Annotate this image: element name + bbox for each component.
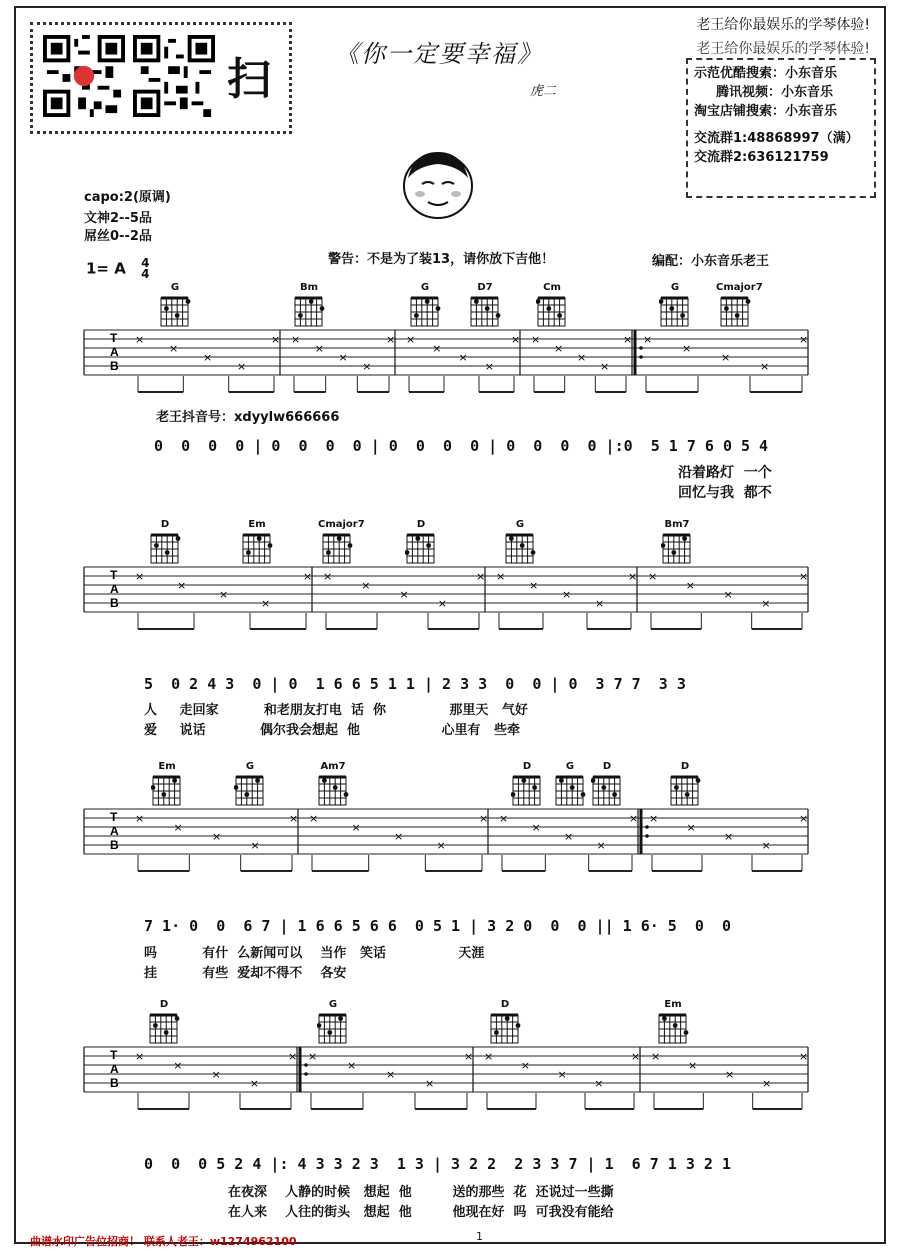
chord-diagram-am7 [314,761,352,807]
svg-text:B: B [110,359,119,373]
tab-staff-row-1 [84,330,808,392]
svg-text:×: × [386,1068,396,1081]
svg-text:×: × [314,342,324,355]
chord-grid-icon [148,1011,180,1045]
svg-text:×: × [496,570,506,583]
svg-text:×: × [631,1050,641,1063]
svg-text:×: × [564,830,574,843]
svg-text:×: × [799,333,809,346]
svg-text:×: × [761,839,771,852]
svg-text:×: × [725,1068,735,1081]
info-group-1: 交流群1:48868997（满） [694,131,859,146]
notation-row-3: 7 1· 0 0 6 7 | 1 6 6 5 6 6 0 5 1 | 3 2 0 0 0 || 1 6· 5 0 0 [144,917,731,935]
douyin-account: 老王抖音号：xdyylw666666 [156,410,340,425]
svg-text:×: × [499,812,509,825]
chord-name: G [245,761,255,772]
chord-diagram-d [146,519,184,565]
svg-text:×: × [394,830,404,843]
svg-text:×: × [406,333,416,346]
svg-text:×: × [173,1059,183,1072]
info-tencent: 腾讯视频：小东音乐 [716,85,834,100]
svg-text:×: × [479,812,489,825]
watermark-ad: 曲谱水印广告位招商！ 联系人老王：w1274962100 [30,1235,297,1248]
tab-staff-row-2 [84,567,808,629]
svg-text:×: × [361,579,371,592]
svg-text:×: × [347,1059,357,1072]
svg-text:×: × [596,839,606,852]
svg-text:×: × [651,1050,661,1063]
chord-grid-icon [241,531,273,565]
svg-text:×: × [686,821,696,834]
warning-text: 警告：不是为了装13，请你放下吉他！ [328,252,555,267]
chord-diagram-g [406,282,444,328]
chord-grid-icon [657,1011,689,1045]
info-youku: 示范优酷搜索：小东音乐 [694,66,838,81]
svg-text:T: T [110,1048,118,1062]
svg-text:×: × [212,830,222,843]
svg-text:×: × [425,1077,435,1090]
chord-name: D [680,761,690,772]
svg-text:×: × [685,579,695,592]
chord-diagram-em [148,761,186,807]
chord-name: G [328,999,338,1010]
svg-text:×: × [432,342,442,355]
chord-name: G [170,282,180,293]
chord-diagram-cm [533,282,571,328]
svg-text:×: × [557,1068,567,1081]
svg-text:×: × [682,342,692,355]
svg-text:A: A [110,1062,119,1076]
svg-text:×: × [135,333,145,346]
svg-text:×: × [250,839,260,852]
svg-text:×: × [173,821,183,834]
svg-text:×: × [531,333,541,346]
goddess-note: 文神2--5品 [84,211,152,226]
svg-text:×: × [520,1059,530,1072]
time-top: 4 [141,256,150,270]
svg-text:×: × [249,1077,259,1090]
svg-text:×: × [169,342,179,355]
chord-grid-icon [159,294,191,328]
svg-text:×: × [799,812,809,825]
svg-text:×: × [219,588,229,601]
notation-row-2: 5 0 2 4 3 0 | 0 1 6 6 5 1 1 | 2 3 3 0 0 | 0 3 7 7 3 3 [144,675,686,693]
chord-name: Am7 [320,761,346,772]
svg-text:×: × [628,570,638,583]
lyric-row-4-line-1: 在夜深 人静的时候 想起 他 送的那些 花 还说过一些撕 [228,1185,614,1200]
lyric-row-1-line-2: 回忆与我 都不 [678,485,772,501]
svg-text:×: × [135,570,145,583]
chord-name: Em [158,761,176,772]
chord-diagram-g [551,761,589,807]
lyric-row-2-line-2: 爱 说话 偶尔我会想起 他 心里有 些牵 [144,723,521,738]
chord-grid-icon [409,294,441,328]
chord-name: D [416,519,426,530]
promo-line-2: 老王给你最娱乐的学琴体验! [696,41,870,57]
tab-staff-row-3 [84,809,808,871]
svg-text:×: × [271,333,281,346]
svg-text:×: × [386,333,396,346]
chord-diagram-bm [290,282,328,328]
chord-grid-icon [321,531,353,565]
svg-text:×: × [595,597,605,610]
chord-diagram-g [156,282,194,328]
chord-diagram-cmajor7 [318,519,365,565]
chord-grid-icon [317,1011,349,1045]
svg-text:×: × [399,588,409,601]
svg-text:×: × [288,1050,298,1063]
svg-text:×: × [721,351,731,364]
svg-text:×: × [237,360,247,373]
svg-text:×: × [303,570,313,583]
svg-text:×: × [511,333,521,346]
chord-diagram-em [238,519,276,565]
chord-grid-icon [293,294,325,328]
svg-text:×: × [135,812,145,825]
fan-note: 屌丝0--2品 [84,229,152,244]
svg-text:T: T [110,810,118,824]
chord-name: Cm [543,282,561,293]
lyric-row-4-line-2: 在人来 人往的街头 想起 他 他现在好 吗 可我没有能给 [228,1205,614,1220]
chord-grid-icon [234,773,266,807]
chord-grid-icon [469,294,501,328]
svg-text:×: × [688,1059,698,1072]
lyric-row-3-line-1: 吗 有什 么新闻可以 当作 笑话 天涯 [144,946,485,961]
chord-grid-icon [591,773,623,807]
chord-diagram-g [314,999,352,1045]
lyric-row-1-line-1: 沿着路灯 一个 [678,465,772,481]
chord-grid-icon [151,773,183,807]
svg-text:B: B [110,1076,119,1090]
svg-text:×: × [484,1050,494,1063]
svg-text:×: × [529,579,539,592]
chord-name: G [515,519,525,530]
chord-grid-icon [719,294,751,328]
chord-grid-icon [405,531,437,565]
svg-text:×: × [261,597,271,610]
chord-diagram-d7 [466,282,504,328]
chord-name: G [670,282,680,293]
chord-name: Bm [299,282,319,293]
svg-text:×: × [464,1050,474,1063]
chord-diagram-cmajor7 [716,282,763,328]
svg-text:×: × [562,588,572,601]
chord-diagram-d [145,999,183,1045]
svg-text:×: × [623,333,633,346]
svg-text:×: × [351,821,361,834]
svg-text:×: × [338,351,348,364]
svg-text:×: × [643,333,653,346]
svg-text:T: T [110,331,118,345]
chord-grid-icon [659,294,691,328]
svg-text:×: × [600,360,610,373]
svg-text:×: × [762,1077,772,1090]
svg-text:×: × [799,570,809,583]
page-number: 1 [476,1230,483,1243]
chord-grid-icon [669,773,701,807]
chord-name: D [160,519,170,530]
svg-text:A: A [110,824,119,838]
chord-grid-icon [536,294,568,328]
svg-text:×: × [362,360,372,373]
info-taobao: 淘宝店铺搜索：小东音乐 [694,104,838,119]
svg-text:×: × [648,570,658,583]
svg-text:×: × [437,597,447,610]
chord-name: D [159,999,169,1010]
svg-text:×: × [177,579,187,592]
svg-text:×: × [723,588,733,601]
chord-name: D [500,999,510,1010]
svg-text:×: × [484,360,494,373]
chord-diagram-d [588,761,626,807]
chord-grid-icon [661,531,693,565]
svg-text:T: T [110,568,118,582]
svg-text:×: × [799,1050,809,1063]
arranger-text: 编配：小东音乐老王 [652,254,770,269]
chord-diagram-g [656,282,694,328]
lyric-row-2-line-1: 人 走回家 和老朋友打电 话 你 那里天 气好 [144,703,528,718]
key-label: 1= A [86,259,126,278]
chord-name: Em [664,999,682,1010]
tab-staff-row-4 [84,1047,808,1109]
scan-label: 扫 [227,54,271,105]
svg-text:×: × [594,1077,604,1090]
svg-text:×: × [629,812,639,825]
svg-text:×: × [289,812,299,825]
lyric-row-3-line-2: 挂 有些 爱却不得不 各安 [144,966,347,981]
chord-name: Em [248,519,266,530]
chord-diagram-bm7 [658,519,696,565]
chord-grid-icon [317,773,349,807]
svg-text:×: × [531,821,541,834]
chord-name: D [602,761,612,772]
song-artist: 虎二 [530,84,557,99]
promo-line-1: 老王给你最娱乐的学琴体验! [696,17,870,33]
svg-text:×: × [649,812,659,825]
notation-row-1: 0 0 0 0 | 0 0 0 0 | 0 0 0 0 | 0 0 0 0 |:0 5 1 7 6 0 5 4 [154,437,769,455]
chord-name: Cmajor7 [318,519,365,530]
chord-grid-icon [149,531,181,565]
svg-text:×: × [211,1068,221,1081]
chord-name: D [522,761,532,772]
svg-text:×: × [308,1050,318,1063]
chord-name: G [420,282,430,293]
capo-note: capo:2(原调) [84,190,171,205]
chord-grid-icon [511,773,543,807]
svg-text:B: B [110,838,119,852]
svg-text:×: × [760,360,770,373]
svg-text:×: × [203,351,213,364]
chord-name: Bm7 [664,519,690,530]
info-group-2: 交流群2:636121759 [694,150,829,165]
chord-grid-icon [489,1011,521,1045]
chord-name: D7 [477,282,493,293]
svg-text:×: × [323,570,333,583]
svg-text:×: × [577,351,587,364]
chord-diagram-d [402,519,440,565]
svg-text:×: × [436,839,446,852]
notation-row-4: 0 0 0 5 2 4 |: 4 3 3 2 3 1 3 | 3 2 2 2 3 3 7 | 1 6 7 1 3 2 1 [144,1155,731,1173]
svg-text:×: × [309,812,319,825]
chord-diagram-g [501,519,539,565]
svg-text:A: A [110,345,119,359]
svg-text:×: × [476,570,486,583]
chord-grid-icon [504,531,536,565]
chord-diagram-d [508,761,546,807]
chord-diagram-em [654,999,692,1045]
svg-text:×: × [761,597,771,610]
svg-text:×: × [458,351,468,364]
chord-diagram-g [231,761,269,807]
song-title: 《你一定要幸福》 [335,40,543,68]
chord-name: Cmajor7 [716,282,763,293]
chord-name: G [565,761,575,772]
svg-text:×: × [135,1050,145,1063]
time-bottom: 4 [141,267,150,281]
chord-diagram-d [486,999,524,1045]
chord-grid-icon [554,773,586,807]
svg-text:A: A [110,582,119,596]
svg-text:×: × [291,333,301,346]
chord-diagram-d [666,761,704,807]
svg-text:B: B [110,596,119,610]
svg-text:×: × [724,830,734,843]
svg-text:×: × [554,342,564,355]
